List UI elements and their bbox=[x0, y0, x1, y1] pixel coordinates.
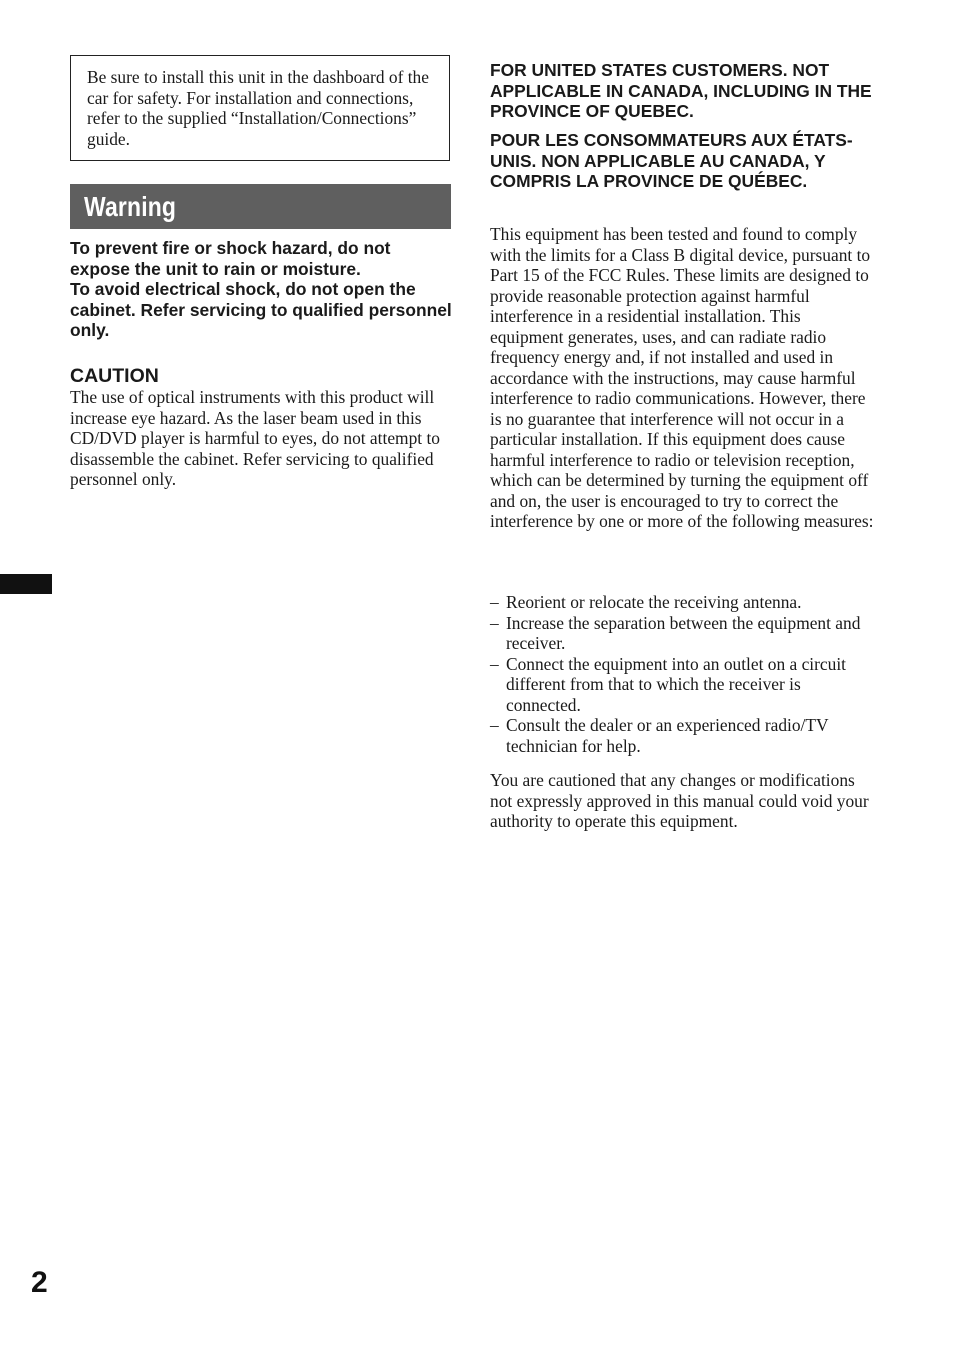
dash-bullet: – bbox=[490, 715, 499, 735]
warning-title: Warning bbox=[84, 190, 177, 222]
measure-text: Consult the dealer or an experienced radio/TV technician for help. bbox=[506, 715, 829, 756]
hazard-text-shock: To avoid electrical shock, do not open the cabinet. Refer servicing to qualified personnel only. bbox=[70, 279, 452, 340]
installation-notice-box bbox=[70, 55, 450, 161]
french-customers-heading: POUR LES CONSOMMATEURS AUX ÉTATS-UNIS. NON APPLICABLE AU CANADA, Y COMPRIS LA PROVINCE DE QUÉBEC. bbox=[490, 130, 853, 191]
list-item bbox=[490, 613, 875, 654]
fcc-statement: This equipment has been tested and found to comply with the limits for a Class B digital device, pursuant to Part 15 of the FCC Rules. These limits are designed to provide reasonable protection against harmful interference in a residential installation. This equipment generates, uses, and can radiate radio frequency energy and, if not installed and used in accordance with the instructions, may cause harmful interference to radio communications. However, there is no guarantee that interference will not occur in a particular installation. If this equipment does cause harmful interference to radio or television reception, which can be determined by turning the equipment off and on, the user is encouraged to try to correct the interference by one or more of the following measures: bbox=[490, 224, 874, 531]
dash-bullet: – bbox=[490, 592, 499, 612]
measure-text: Connect the equipment into an outlet on a circuit different from that to which the receiver is connected. bbox=[506, 653, 846, 715]
measure-text: Increase the separation between the equipment and receiver. bbox=[506, 612, 861, 653]
list-item bbox=[490, 654, 875, 716]
measure-text: Reorient or relocate the receiving antenna. bbox=[506, 592, 802, 612]
modification-caution-note: You are cautioned that any changes or modifications not expressly approved in this manual could void your authority to operate this equipment. bbox=[490, 770, 869, 831]
us-customers-heading: FOR UNITED STATES CUSTOMERS. NOT APPLICABLE IN CANADA, INCLUDING IN THE PROVINCE OF QUEBEC. bbox=[490, 60, 872, 121]
caution-heading: CAUTION bbox=[70, 365, 159, 387]
dash-bullet: – bbox=[490, 653, 499, 674]
list-item bbox=[490, 715, 875, 756]
warning-banner bbox=[70, 184, 451, 229]
hazard-text-fire: To prevent fire or shock hazard, do not expose the unit to rain or moisture. bbox=[70, 238, 391, 279]
hazard-statement bbox=[70, 238, 455, 341]
dash-bullet: – bbox=[490, 612, 499, 633]
interference-measures-list bbox=[490, 592, 875, 756]
section-tab-marker bbox=[0, 574, 52, 594]
installation-notice-text: Be sure to install this unit in the dashboard of the car for safety. For installation and connections, refer to the supplied “Installation/Connections” guide. bbox=[87, 67, 429, 149]
list-item bbox=[490, 592, 875, 613]
page-number: 2 bbox=[31, 1266, 48, 1299]
caution-body: The use of optical instruments with this product will increase eye hazard. As the laser beam used in this CD/DVD player is harmful to eyes, do not attempt to disassemble the cabinet. Refer servicing to qualified personnel only. bbox=[70, 387, 440, 489]
